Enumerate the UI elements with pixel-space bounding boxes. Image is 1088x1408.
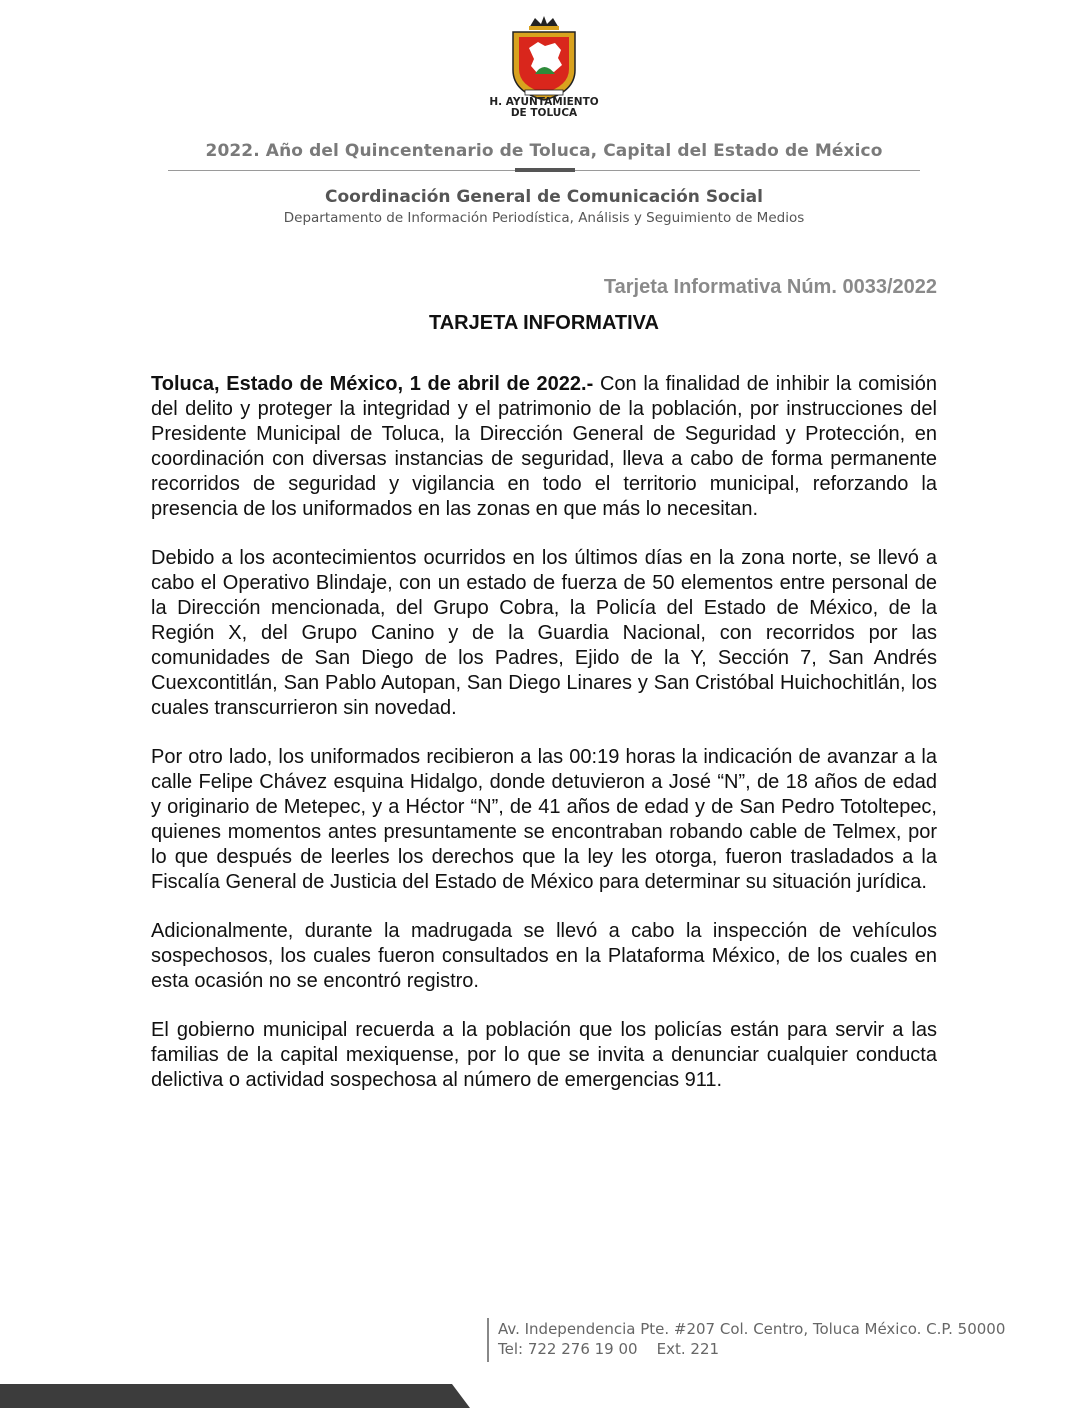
coordination-title: Coordinación General de Comunicación Social (325, 187, 763, 207)
card-number: Tarjeta Informativa Núm. 0033/2022 (603, 276, 937, 298)
crest-caption (444, 97, 644, 119)
header-divider-mark (515, 168, 575, 172)
paragraph-2: Debido a los acontecimientos ocurridos en los últimos días en la zona norte, se llevó a cabo el Operativo Blindaje, con un estado de fuerza de 50 elementos entre personal de la Dirección mencionada, del Grupo Cobra, la Policía del Estado de México, de la Región X, del Grupo Canino y de la Guardia Nacional, con recorridos por las comunidades de San Diego de los Padres, Ejido de la Y, Sección 7, San Andrés Cuexcontitlán, San Pablo Autopan, San Diego Linares y San Cristóbal Huichochitlán, los cuales transcurrieron sin novedad. (151, 547, 937, 719)
paragraph-3: Por otro lado, los uniformados recibieron a las 00:19 horas la indicación de avanzar a la calle Felipe Chávez esquina Hidalgo, donde detuvieron a José “N”, de 18 años de edad y originario de Metepec, y a Héctor “N”, de 41 años de edad y de San Pedro Totoltepec, quienes momentos antes presuntamente se encontraban robando cable de Telmex, por lo que después de leerles los derechos que la ley les otorga, fueron trasladados a la Fiscalía General de Justicia del Estado de México para determinar su situación jurídica. (151, 746, 937, 893)
document-title: TARJETA INFORMATIVA (429, 312, 659, 334)
footer-address: Av. Independencia Pte. #207 Col. Centro, Toluca México. C.P. 50000 (498, 1320, 1006, 1338)
footer-band (0, 1384, 470, 1408)
footer-divider (487, 1318, 489, 1362)
toluca-crest-icon (505, 14, 583, 102)
crest-caption-line1: H. AYUNTAMIENTO (489, 96, 599, 108)
paragraph-1 (151, 372, 937, 522)
department-title: Departamento de Información Periodística, Análisis y Seguimiento de Medios (283, 210, 805, 226)
paragraph-1-text: Con la finalidad de inhibir la comisión del delito y proteger la integridad y el patrimonio de la población, por instrucciones del Presidente Municipal de Toluca, la Dirección General de Seguridad y Protección, en coordinación con diversas instancias de seguridad, lleva a cabo de forma permanente recorridos de seguridad y vigilancia en todo el territorio municipal, reforzando la presencia de los uniformados en las zonas en que más lo necesitan. (151, 373, 937, 520)
paragraph-4: Adicionalmente, durante la madrugada se llevó a cabo la inspección de vehículos sospechosos, los cuales fueron consultados en la Plataforma México, de los cuales en esta ocasión no se encontró registro. (151, 920, 937, 992)
dateline: Toluca, Estado de México, 1 de abril de 2022.- (151, 373, 594, 395)
year-title: 2022. Año del Quincentenario de Toluca, Capital del Estado de México (205, 141, 883, 161)
document-body (151, 372, 937, 1117)
crest-caption-line2: DE TOLUCA (510, 107, 578, 119)
footer-phone: Tel: 722 276 19 00 Ext. 221 (498, 1340, 720, 1358)
paragraph-5: El gobierno municipal recuerda a la población que los policías están para servir a las familias de la capital mexiquense, por lo que se invita a denunciar cualquier conducta delictiva o actividad sospechosa al número de emergencias 911. (151, 1019, 937, 1091)
